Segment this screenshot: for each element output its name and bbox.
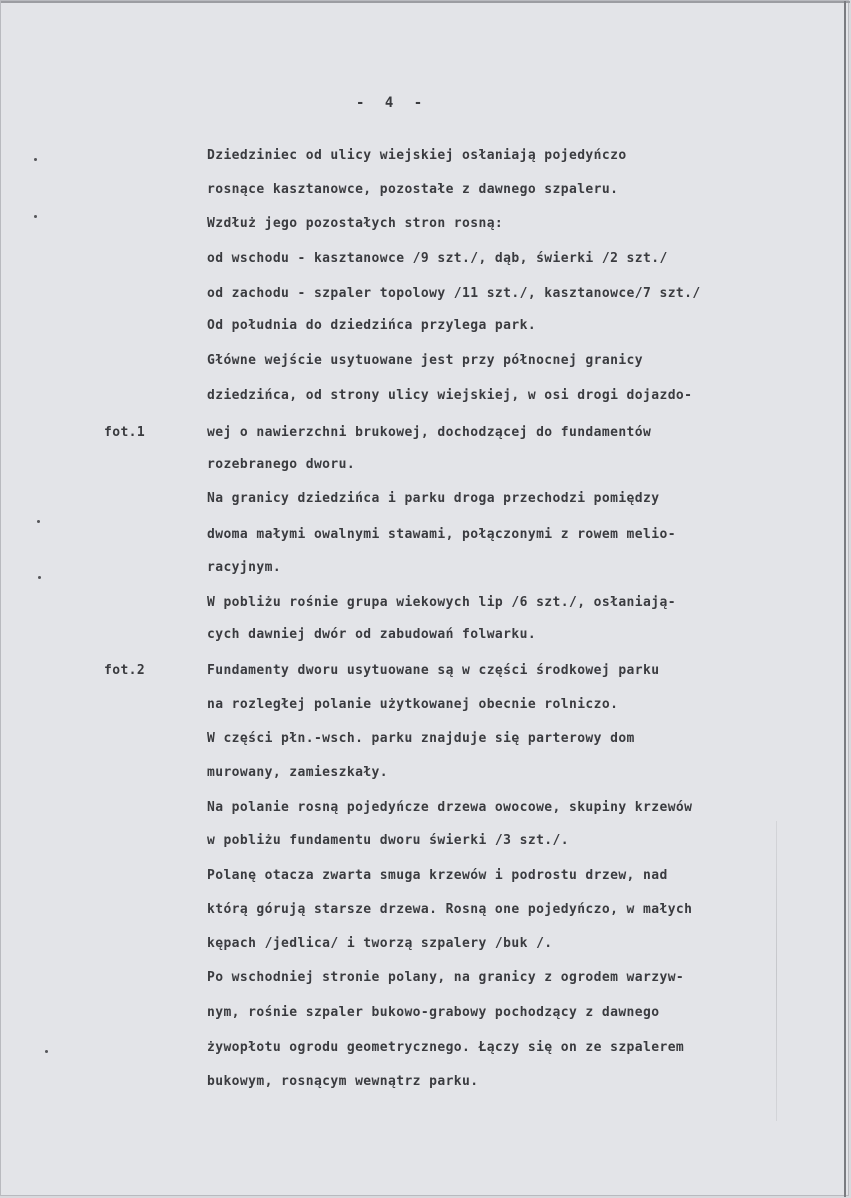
text-line: dwoma małymi owalnymi stawami, połączonymi z rowem melio- <box>207 527 676 542</box>
text-line: od wschodu - kasztanowce /9 szt./, dąb, świerki /2 szt./ <box>207 251 668 266</box>
scan-speck <box>34 158 37 161</box>
scan-speck <box>37 520 40 523</box>
scan-speck <box>45 1050 48 1053</box>
text-line: racyjnym. <box>207 560 282 575</box>
scan-edge-top <box>1 1 850 3</box>
text-line: Dziedziniec od ulicy wiejskiej osłaniają pojedyńczo <box>207 148 627 163</box>
text-line: na rozległej polanie użytkowanej obecnie rolniczo. <box>207 697 619 712</box>
scan-edge-right <box>844 1 846 1197</box>
text-line: W pobliżu rośnie grupa wiekowych lip /6 szt./, osłaniają- <box>207 595 676 610</box>
text-line: którą górują starsze drzewa. Rosną one pojedyńczo, w małych <box>207 902 693 917</box>
text-line: rozebranego dworu. <box>207 457 356 472</box>
text-line: Polanę otacza zwarta smuga krzewów i podrostu drzew, nad <box>207 868 668 883</box>
margin-note-photo-1: fot.1 <box>104 425 146 440</box>
text-line: rosnące kasztanowce, pozostałe z dawnego szpaleru. <box>207 182 619 197</box>
text-line: w pobliżu fundamentu dworu świerki /3 szt./. <box>207 833 569 848</box>
margin-note-photo-2: fot.2 <box>104 663 146 678</box>
text-line: żywopłotu ogrodu geometrycznego. Łączy się on ze szpalerem <box>207 1040 685 1055</box>
text-line: kępach /jedlica/ i tworzą szpalery /buk /. <box>207 936 553 951</box>
text-line: Wzdłuż jego pozostałych stron rosną: <box>207 216 504 231</box>
scan-speck <box>38 576 41 579</box>
page-number: - 4 - <box>356 95 429 111</box>
paper-crease <box>776 821 777 1121</box>
text-line: wej o nawierzchni brukowej, dochodzącej do fundamentów <box>207 425 652 440</box>
text-line: Od południa do dziedzińca przylega park. <box>207 318 537 333</box>
text-line: W części płn.-wsch. parku znajduje się parterowy dom <box>207 731 635 746</box>
text-line: Po wschodniej stronie polany, na granicy z ogrodem warzyw- <box>207 970 685 985</box>
text-line: nym, rośnie szpaler bukowo-grabowy pochodzący z dawnego <box>207 1005 660 1020</box>
text-line: cych dawniej dwór od zabudowań folwarku. <box>207 627 537 642</box>
text-line: Główne wejście usytuowane jest przy północnej granicy <box>207 353 644 368</box>
text-line: dziedzińca, od strony ulicy wiejskiej, w osi drogi dojazdo- <box>207 388 693 403</box>
text-line: Na polanie rosną pojedyńcze drzewa owocowe, skupiny krzewów <box>207 800 693 815</box>
text-line: Fundamenty dworu usytuowane są w części środkowej parku <box>207 663 660 678</box>
text-line: bukowym, rosnącym wewnątrz parku. <box>207 1074 479 1089</box>
text-line: murowany, zamieszkały. <box>207 765 388 780</box>
text-line: od zachodu - szpaler topolowy /11 szt./, kasztanowce/7 szt./ <box>207 286 701 301</box>
scan-speck <box>34 215 37 218</box>
text-line: Na granicy dziedzińca i parku droga przechodzi pomiędzy <box>207 491 660 506</box>
